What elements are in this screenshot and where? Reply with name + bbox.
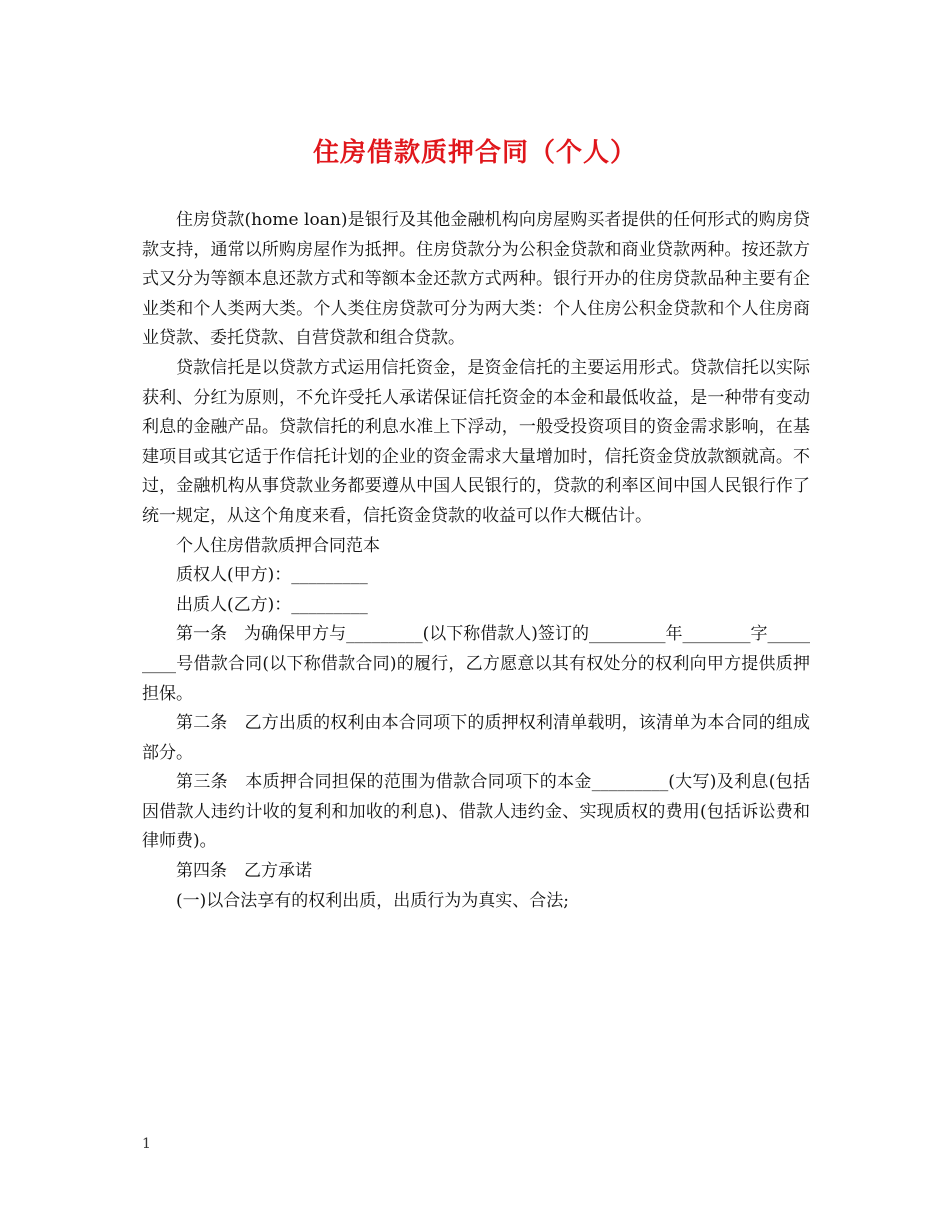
paragraph-article-4: 第四条 乙方承诺	[176, 861, 312, 882]
paragraph-pledgee: 质权人(甲方)：_________	[176, 565, 368, 586]
paragraph-pledgor: 出质人(乙方)：_________	[176, 594, 368, 615]
paragraph-article-3: 第三条 本质押合同担保的范围为借款合同项下的本金_________(大写)及利息(包括因借款人违约计收的复利和加收的利息)、借款人违约金、实现质权的费用(包括诉讼费和律师费)。	[142, 772, 810, 852]
paragraph-contract-template-heading: 个人住房借款质押合同范本	[176, 535, 380, 556]
paragraph-article-1: 第一条 为确保甲方与_________(以下称借款人)签订的_________年________字_________号借款合同(以下称借款合同)的履行，乙方愿意以其有权处分的权利向甲方提供质押担保。	[142, 624, 810, 704]
paragraph-loan-trust: 贷款信托是以贷款方式运用信托资金，是资金信托的主要运用形式。贷款信托以实际获利、分红为原则，不允许受托人承诺保证信托资金的本金和最低收益，是一种带有变动利息的金融产品。贷款信托的利息水准上下浮动，一般受投资项目的资金需求影响，在基建项目或其它适于作信托计划的企业的资金需求大量增加时，信托资金贷放款额就高。不过，金融机构从事贷款业务都要遵从中国人民银行的，贷款的利率区间中国人民银行作了统一规定，从这个角度来看，信托资金贷款的收益可以作大概估计。	[142, 357, 810, 526]
document-title: 住房借款质押合同（个人）	[312, 138, 637, 168]
paragraph-home-loan-intro: 住房贷款(home loan)是银行及其他金融机构向房屋购买者提供的任何形式的购房贷款支持，通常以所购房屋作为抵押。住房贷款分为公积金贷款和商业贷款两种。按还款方式又分为等额本息还款方式和等额本金还款方式两种。银行开办的住房贷款品种主要有企业类和个人类两大类。个人类住房贷款可分为两大类：个人住房公积金贷款和个人住房商业贷款、委托贷款、自营贷款和组合贷款。	[142, 210, 810, 349]
paragraph-article-2: 第二条 乙方出质的权利由本合同项下的质押权利清单载明，该清单为本合同的组成部分。	[142, 713, 810, 763]
page-number: 1	[142, 1136, 151, 1152]
paragraph-article-4-item-1: (一)以合法享有的权利出质，出质行为为真实、合法;	[176, 890, 569, 911]
document-body	[142, 206, 810, 916]
